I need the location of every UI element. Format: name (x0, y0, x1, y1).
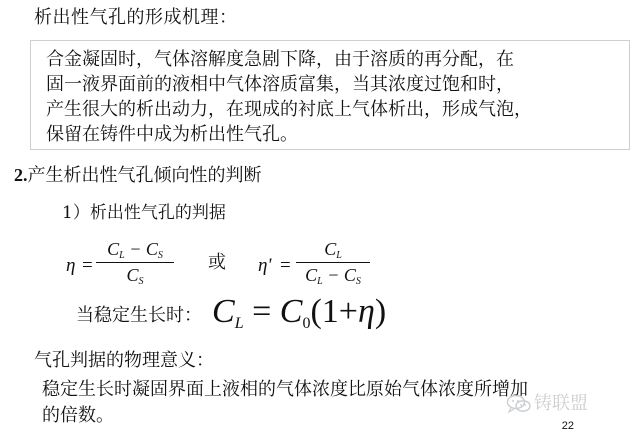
formula-fraction-bar (96, 262, 174, 263)
steady-state-label: 当稳定生长时： (76, 305, 202, 326)
formula-or: 或 (208, 252, 226, 273)
physical-meaning-heading: 气孔判据的物理意义： (34, 350, 214, 371)
formula-denominator: $C_S$ (126, 265, 144, 287)
formula-eta-prime-symbol: η' (258, 255, 272, 276)
formula-alt-equals: = (280, 255, 291, 276)
formula-equals: = (82, 255, 93, 276)
mechanism-line-1: 合金凝固时，气体溶解度急剧下降，由于溶质的再分配，在 (46, 49, 514, 70)
physical-meaning-line-2: 的倍数。 (42, 405, 114, 426)
steady-state-equation: CL = C0(1+η) (212, 293, 387, 332)
section-number: 2. (14, 165, 28, 185)
formula-alt-fraction-bar (296, 262, 370, 263)
physical-meaning-line-1: 稳定生长时凝固界面上液相的气体浓度比原始气体浓度所增加 (42, 379, 528, 400)
section-heading (14, 163, 262, 188)
formula-numerator: $C_L - C_S$ (107, 239, 163, 261)
page-number: 22 (561, 420, 574, 432)
criterion-heading: 1）析出性气孔的判据 (62, 203, 226, 223)
section-title: 产生析出性气孔倾向性的判断 (27, 165, 262, 186)
mechanism-line-3: 产生很大的析出动力，在现成的衬底上气体析出，形成气泡， (46, 99, 532, 120)
mechanism-line-2: 固一液界面前的液相中气体溶质富集，当其浓度过饱和时， (46, 74, 514, 95)
formula-eta-symbol: η (66, 255, 76, 276)
formula-alt-numerator: $C_L$ (324, 239, 342, 261)
mechanism-line-4: 保留在铸件中成为析出性气孔。 (46, 124, 298, 145)
mechanism-heading: 析出性气孔的形成机理： (34, 7, 238, 28)
formula-alt-denominator: $C_L - C_S$ (305, 265, 361, 287)
watermark-text: 铸联盟 (534, 393, 588, 414)
